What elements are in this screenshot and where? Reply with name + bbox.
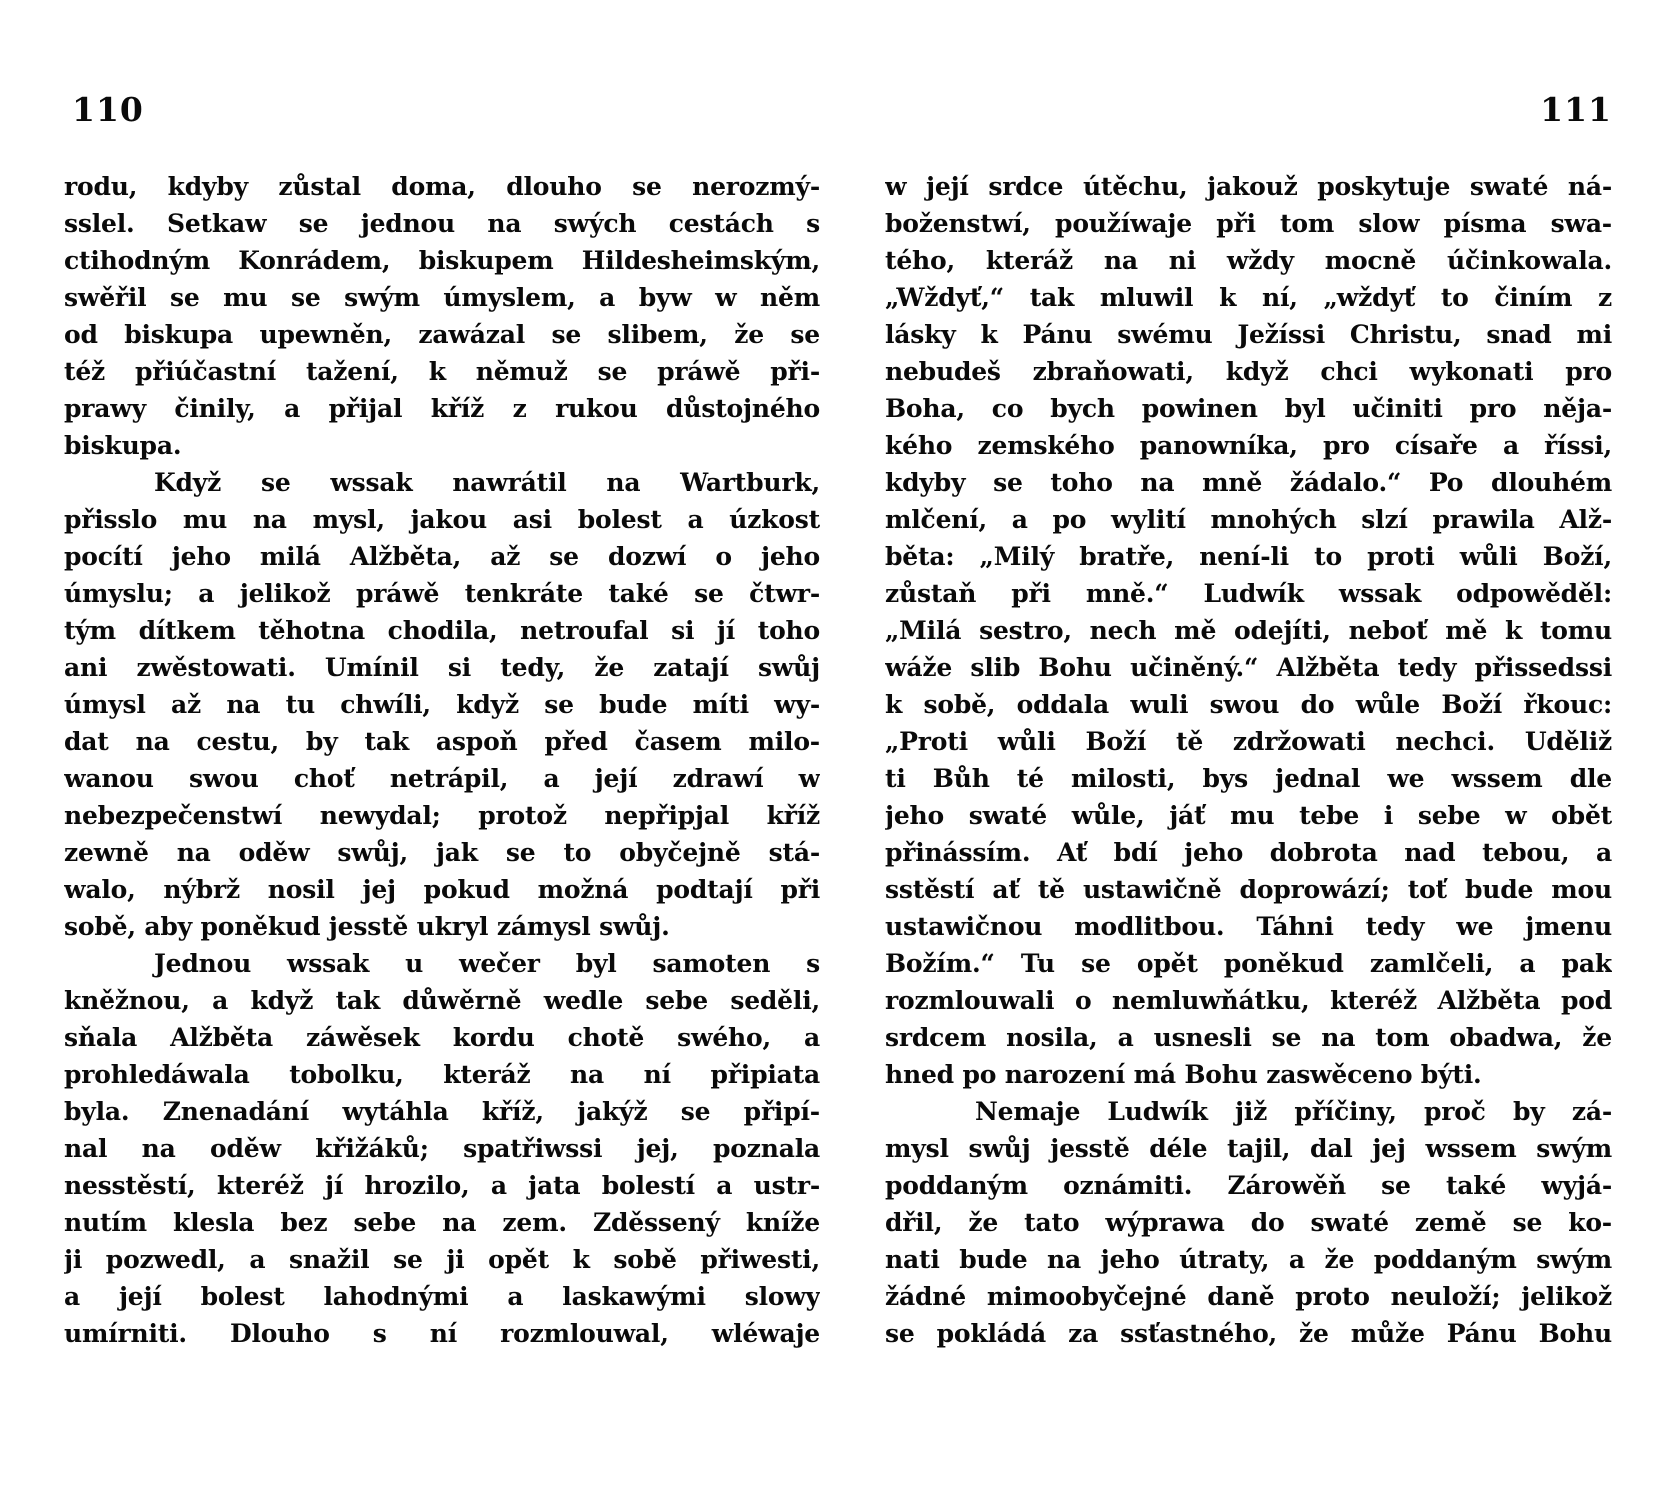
- text-line: poddaným oznámiti. Zárowěň se také wyjá-: [885, 1171, 1612, 1200]
- text-line: dat na cestu, by tak aspoň před časem milo-: [64, 727, 820, 756]
- text-line: w její srdce útěchu, jakouž poskytuje swaté ná-: [885, 172, 1612, 201]
- text-line: swěřil se mu se swým úmyslem, a byw w něm: [64, 283, 820, 312]
- text-line: též přiúčastní tažení, k němuž se práwě při-: [64, 357, 820, 386]
- text-line: se pokládá za ssťastného, že může Pánu Bohu: [885, 1319, 1612, 1348]
- text-line: wáže slib Bohu učiněný.“ Alžběta tedy přissedssi: [885, 653, 1612, 682]
- text-line: nebezpečenstwí newydal; protož nepřipjal kříž: [64, 801, 820, 830]
- text-line: sslel. Setkaw se jednou na swých cestách s: [64, 209, 820, 238]
- text-line: srdcem nosila, a usnesli se na tom obadwa, že: [885, 1023, 1612, 1052]
- text-line: zewně na oděw swůj, jak se to obyčejně stá-: [64, 838, 820, 867]
- text-line: hned po narození má Bohu zaswěceno býti.: [885, 1060, 1482, 1089]
- text-line: dřil, že tato wýprawa do swaté země se ko-: [885, 1208, 1612, 1237]
- text-line: ji pozwedl, a snažil se ji opět k sobě přiwesti,: [64, 1245, 820, 1274]
- text-line: ani zwěstowati. Umínil si tedy, že zatají swůj: [64, 653, 820, 682]
- page-right-text-block: [885, 168, 1612, 1352]
- text-line: rodu, kdyby zůstal doma, dlouho se nerozmý-: [64, 172, 820, 201]
- text-line: Božím.“ Tu se opět poněkud zamlčeli, a pak: [885, 949, 1612, 978]
- text-line: přinássím. Ať bdí jeho dobrota nad tebou, a: [885, 838, 1612, 867]
- text-line: a její bolest lahodnými a laskawými slowy: [64, 1282, 820, 1311]
- text-line: nati bude na jeho útraty, a že poddaným swým: [885, 1245, 1612, 1274]
- text-line: ti Bůh té milosti, bys jednal we wssem dle: [885, 764, 1612, 793]
- text-line: ctihodným Konrádem, biskupem Hildesheimským,: [64, 246, 820, 275]
- text-line: sňala Alžběta záwěsek kordu chotě swého, a: [64, 1023, 820, 1052]
- text-line: wanou swou choť netrápil, a její zdrawí w: [64, 764, 820, 793]
- text-line: boženstwí, použíwaje při tom slow písma swa-: [885, 209, 1612, 238]
- text-line: umírniti. Dlouho s ní rozmlouwal, wléwaje: [64, 1319, 820, 1348]
- text-line: prawy činily, a přijal kříž z rukou důstojného: [64, 394, 820, 423]
- text-line: byla. Znenadání wytáhla kříž, jakýž se připí-: [64, 1097, 820, 1126]
- text-line: kého zemského panowníka, pro císaře a říssi,: [885, 431, 1612, 460]
- text-line: tým dítkem těhotna chodila, netroufal si jí toho: [64, 616, 820, 645]
- text-line: úmysl až na tu chwíli, když se bude míti wy-: [64, 690, 820, 719]
- text-line: sobě, aby poněkud jesstě ukryl zámysl swůj.: [64, 912, 670, 941]
- text-line: „Milá sestro, nech mě odejíti, neboť mě k tomu: [885, 616, 1612, 645]
- text-line: jeho swaté wůle, jáť mu tebe i sebe w obět: [885, 801, 1612, 830]
- text-line: „Wždyť,“ tak mluwil k ní, „wždyť to činím z: [885, 283, 1612, 312]
- text-line: pocítí jeho milá Alžběta, až se dozwí o jeho: [64, 542, 820, 571]
- text-line: nebudeš zbraňowati, když chci wykonati pro: [885, 357, 1612, 386]
- text-line: tého, kteráž na ni wždy mocně účinkowala.: [885, 246, 1612, 275]
- text-line: kněžnou, a když tak důwěrně wedle sebe seděli,: [64, 986, 820, 1015]
- text-line: sstěstí ať tě ustawičně doprowází; toť bude mou: [885, 875, 1612, 904]
- page-left-text-block: [64, 168, 820, 1352]
- text-line: prohledáwala tobolku, kteráž na ní připiata: [64, 1060, 820, 1089]
- text-line: zůstaň při mně.“ Ludwík wssak odpowěděl:: [885, 579, 1612, 608]
- text-line: „Proti wůli Boží tě zdržowati nechci. Uděliž: [885, 727, 1612, 756]
- text-line: nal na oděw křižáků; spatřiwssi jej, poznala: [64, 1134, 820, 1163]
- text-line: k sobě, oddala wuli swou do wůle Boží řkouc:: [885, 690, 1612, 719]
- text-line: lásky k Pánu swému Ježíssi Christu, snad mi: [885, 320, 1612, 349]
- page-number-right: 111: [1540, 90, 1612, 129]
- text-line: Jednou wssak u wečer byl samoten s: [154, 949, 820, 978]
- text-line: walo, nýbrž nosil jej pokud možná podtají při: [64, 875, 820, 904]
- text-line: od biskupa upewněn, zawázal se slibem, že se: [64, 320, 820, 349]
- text-line: Boha, co bych powinen byl učiniti pro něja-: [885, 394, 1612, 423]
- text-line: přisslo mu na mysl, jakou asi bolest a úzkost: [64, 505, 820, 534]
- text-line: nutím klesla bez sebe na zem. Zděssený kníže: [64, 1208, 820, 1237]
- text-line: žádné mimoobyčejné daně proto neuloží; jelikož: [885, 1282, 1612, 1311]
- text-line: mysl swůj jesstě déle tajil, dal jej wssem swým: [885, 1134, 1612, 1163]
- text-line: běta: „Milý bratře, není-li to proti wůli Boží,: [885, 542, 1612, 571]
- text-line: nesstěstí, kteréž jí hrozilo, a jata bolestí a ustr-: [64, 1171, 820, 1200]
- text-line: mlčení, a po wylití mnohých slzí prawila Alž-: [885, 505, 1612, 534]
- text-line: Nemaje Ludwík již příčiny, proč by zá-: [975, 1097, 1612, 1126]
- text-line: Když se wssak nawrátil na Wartburk,: [154, 468, 820, 497]
- text-line: ustawičnou modlitbou. Táhni tedy we jmenu: [885, 912, 1612, 941]
- text-line: rozmlouwali o nemluwňátku, kteréž Alžběta pod: [885, 986, 1612, 1015]
- text-line: biskupa.: [64, 431, 182, 460]
- text-line: kdyby se toho na mně žádalo.“ Po dlouhém: [885, 468, 1612, 497]
- page-number-left: 110: [72, 90, 144, 129]
- text-line: úmyslu; a jelikož práwě tenkráte také se čtwr-: [64, 579, 820, 608]
